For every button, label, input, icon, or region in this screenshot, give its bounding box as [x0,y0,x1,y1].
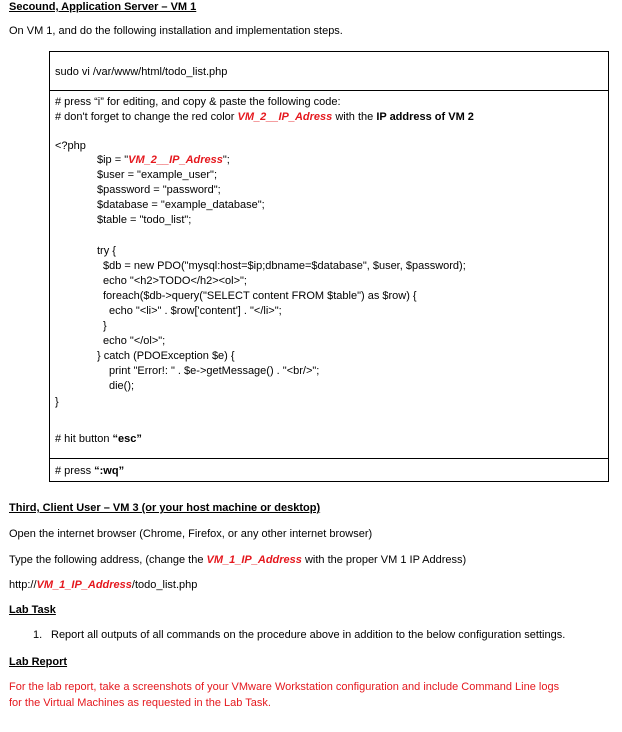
note-hit-text: # hit button [55,433,113,445]
code-ip-prefix: $ip = " [97,154,129,166]
code-close-brace: } [103,320,107,332]
code-user-line: $user = "example_user"; [97,169,218,181]
lab-task-item-number: 1. [33,629,43,641]
code-try-line: try { [97,245,116,257]
lab-report-heading: Lab Report [9,656,68,668]
code-ip-line [97,153,230,167]
todo-url-path: /todo_list.php [131,579,198,591]
note-with-text: with the [332,111,377,123]
code-print-line: print "Error!: " . $e->getMessage() . "<br/>"; [109,365,320,377]
lab-task-heading: Lab Task [9,604,56,616]
code-box-divider-bottom [49,458,609,459]
code-ip-suffix: "; [222,154,230,166]
code-table-line: $table = "todo_list"; [97,214,192,226]
code-echo-h2-line: echo "<h2>TODO</h2><ol>"; [103,275,247,287]
note-hit-esc [55,433,142,445]
note-press-i: # press “i” for editing, and copy & paste the following code: [55,96,341,108]
type-address-placeholder: VM_1_IP_Address [206,554,302,566]
section-heading-client-user: Third, Client User – VM 3 (or your host machine or desktop) [9,502,321,514]
code-echo-li-line: echo "<li>" . $row['content'] . "</li>"; [109,305,282,317]
open-browser-text: Open the internet browser (Chrome, Firefox, or any other internet browser) [9,528,373,540]
note-press-wq [55,465,124,477]
note-change-ip-text: # don't forget to change the red color [55,111,238,123]
todo-url-scheme: http:// [9,579,37,591]
code-database-line: $database = "example_database"; [97,199,265,211]
php-open-tag: <?php [55,140,86,152]
todo-url-placeholder: VM_1_IP_Address [36,579,132,591]
type-address-suffix: with the proper VM 1 IP Address) [301,554,467,566]
code-echo-ol-line: echo "</ol>"; [103,335,166,347]
note-placeholder-vm2: VM_2__IP_Adress [237,111,333,123]
command-line: sudo vi /var/www/html/todo_list.php [55,66,228,78]
code-foreach-line: foreach($db->query("SELECT content FROM $table") as $row) { [103,290,417,302]
code-catch-line: } catch (PDOException $e) { [97,350,235,362]
code-db-line: $db = new PDO("mysql:host=$ip;dbname=$database", $user, $password); [103,260,466,272]
type-address-prefix: Type the following address, (change the [9,554,207,566]
note-press-text: # press [55,465,95,477]
note-wq-key: “:wq” [94,465,125,477]
note-change-ip [55,111,474,123]
type-address-text [9,554,466,566]
section-heading-application-server: Secound, Application Server – VM 1 [9,1,197,13]
code-end-brace: } [55,396,59,408]
section-intro: On VM 1, and do the following installation and implementation steps. [9,25,343,37]
code-password-line: $password = "password"; [97,184,221,196]
lab-report-line-2: for the Virtual Machines as requested in the Lab Task. [9,697,271,709]
lab-report-line-1: For the lab report, take a screenshots of your VMware Workstation configuration and include Command Line logs [9,681,560,693]
note-esc-key: “esc” [112,433,142,445]
todo-url [9,579,197,591]
lab-task-item-text: Report all outputs of all commands on the procedure above in addition to the below configuration settings. [51,629,566,641]
note-ip-vm2: IP address of VM 2 [376,111,474,123]
code-die-line: die(); [109,380,135,392]
code-ip-placeholder: VM_2__IP_Adress [128,154,223,166]
code-box-divider [49,90,609,91]
